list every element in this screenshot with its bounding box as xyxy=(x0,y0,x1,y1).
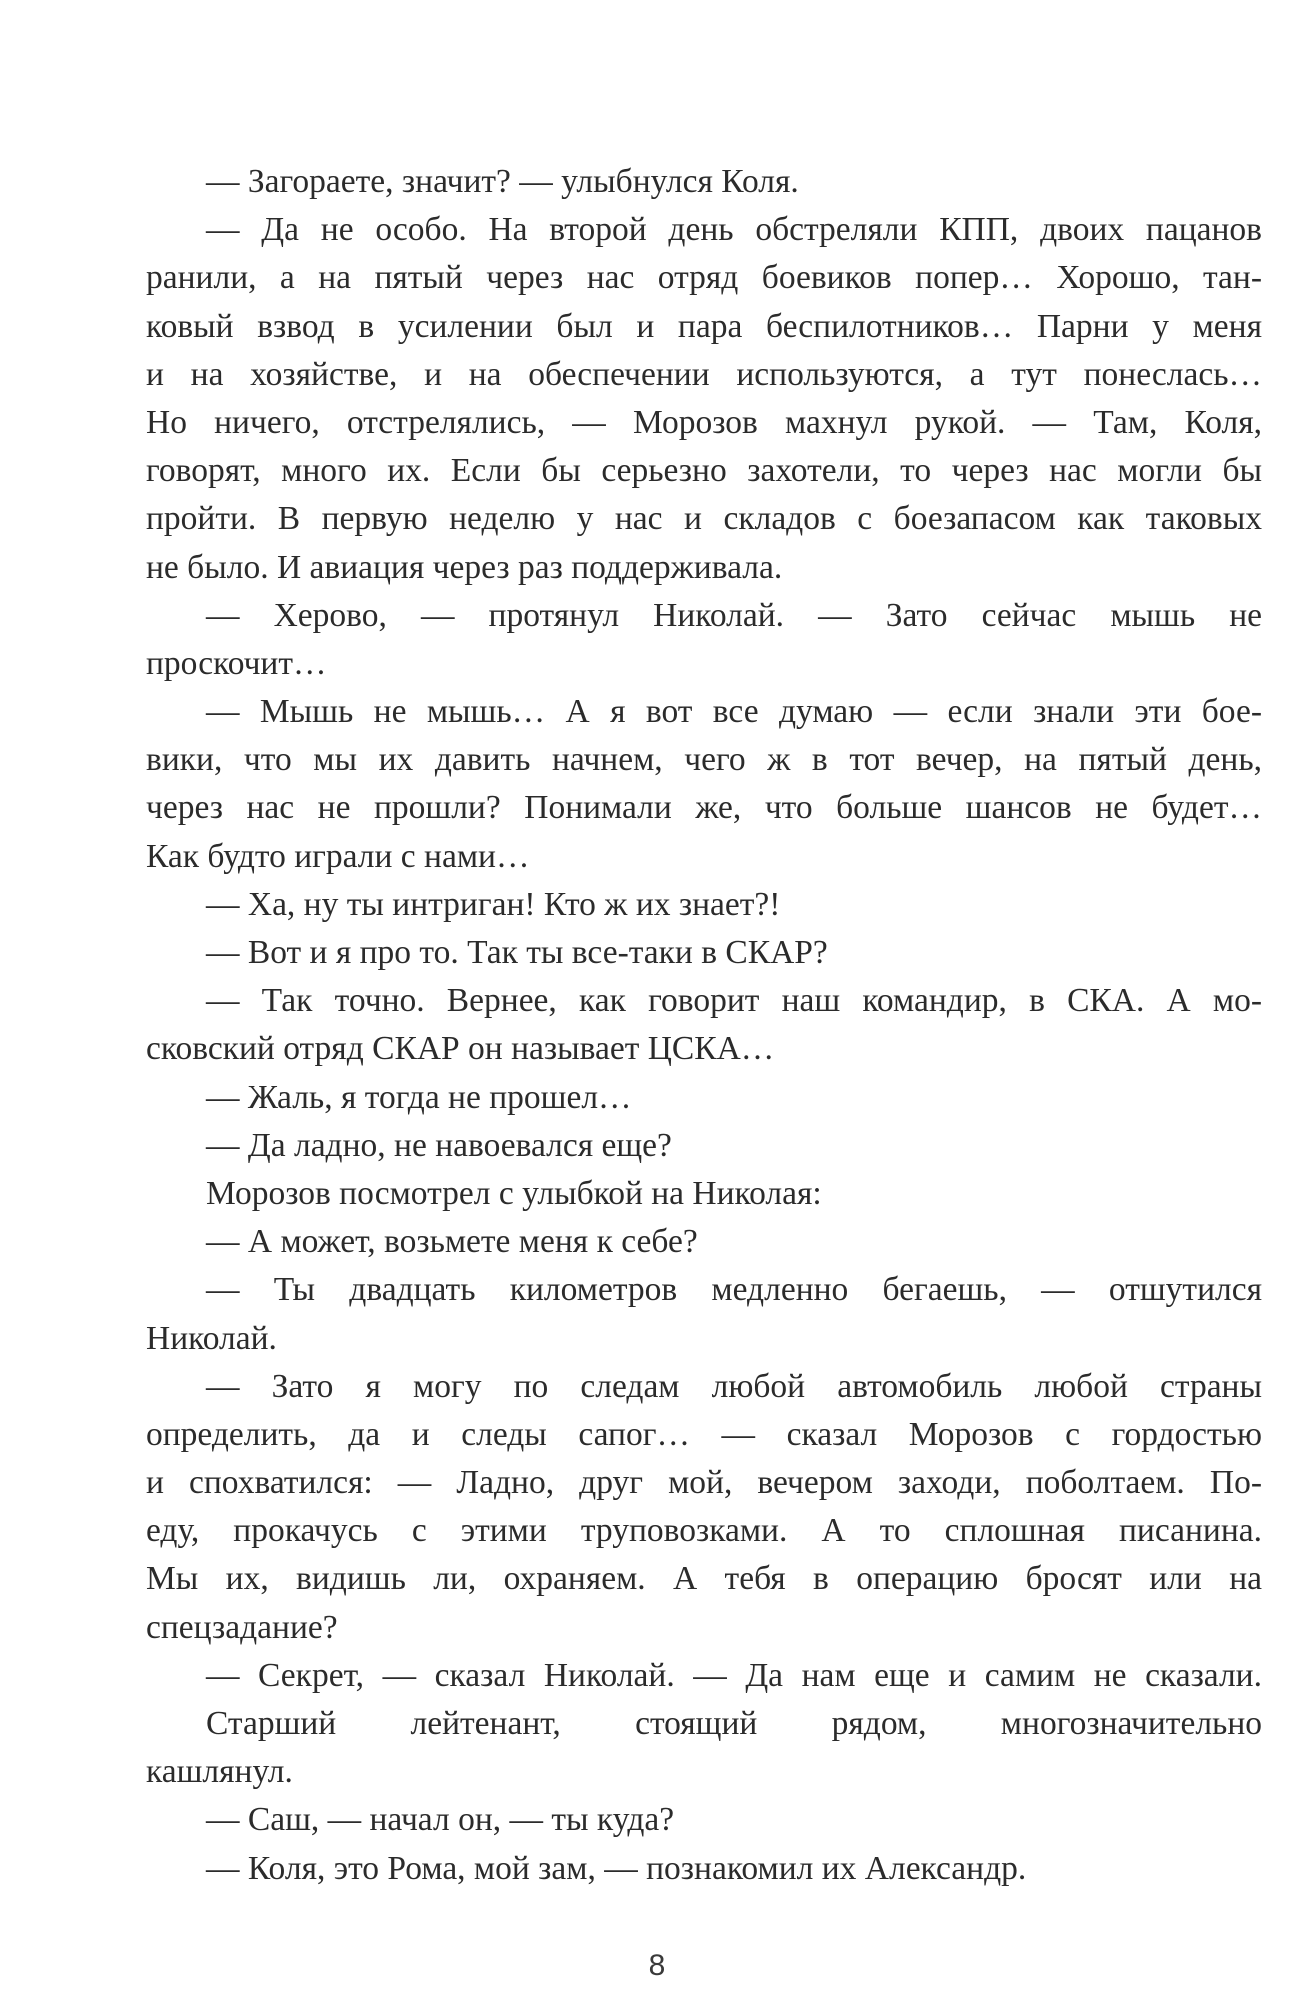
text-line: — Вот и я про то. Так ты все-таки в СКАР? xyxy=(206,934,828,971)
text-line: — Херово, — протянул Николай. — Зато сейчас мышь не xyxy=(206,596,1262,634)
text-line: кашлянул. xyxy=(146,1753,293,1791)
text-line: — Мышь не мышь… А я вот все думаю — если знали эти бое- xyxy=(206,693,1262,731)
text-line: — Жаль, я тогда не прошел… xyxy=(206,1078,632,1116)
text-line: через нас не прошли? Понимали же, что больше шансов не будет… xyxy=(146,789,1262,827)
text-line: пройти. В первую неделю у нас и складов с боезапасом как таковых xyxy=(146,500,1262,538)
text-line: проскочит… xyxy=(146,644,327,682)
text-line: Николай. xyxy=(146,1319,277,1357)
text-line: определить, да и следы сапог… — сказал Морозов с гордостью xyxy=(146,1415,1262,1453)
text-line: еду, прокачусь с этими труповозками. А то сплошная писанина. xyxy=(146,1512,1262,1550)
text-line: и на хозяйстве, и на обеспечении используются, а тут понеслась… xyxy=(146,355,1262,393)
text-line: — Да ладно, не навоевался еще? xyxy=(206,1126,672,1164)
text-line: — Саш, — начал он, — ты куда? xyxy=(206,1801,675,1839)
text-line: — Ты двадцать километров медленно бегаешь, — отшутился xyxy=(206,1271,1262,1309)
text-line: — А может, возьмете меня к себе? xyxy=(206,1223,698,1261)
text-line: ковый взвод в усилении был и пара беспилотников… Парни у меня xyxy=(146,307,1262,345)
body-text xyxy=(146,158,1262,1893)
text-line: ранили, а на пятый через нас отряд боевиков попер… Хорошо, тан- xyxy=(146,259,1262,297)
text-line: Мы их, видишь ли, охраняем. А тебя в операцию бросят или на xyxy=(146,1560,1262,1598)
text-line: сковский отряд СКАР он называет ЦСКА… xyxy=(146,1030,775,1068)
text-line: Морозов посмотрел с улыбкой на Николая: xyxy=(206,1174,822,1212)
text-line: — Секрет, — сказал Николай. — Да нам еще и самим не сказали. xyxy=(206,1656,1262,1694)
text-line: — Да не особо. На второй день обстреляли КПП, двоих пацанов xyxy=(206,211,1262,249)
text-line: говорят, много их. Если бы серьезно захотели, то через нас могли бы xyxy=(146,452,1262,490)
text-line: — Зато я могу по следам любой автомобиль любой страны xyxy=(206,1367,1262,1405)
text-line: не было. И авиация через раз поддерживала. xyxy=(146,548,783,586)
text-line: — Коля, это Рома, мой зам, — познакомил их Александр. xyxy=(206,1849,1027,1887)
text-line: Но ничего, отстрелялись, — Морозов махнул рукой. — Там, Коля, xyxy=(146,403,1262,441)
text-line: — Ха, ну ты интриган! Кто ж их знает?! xyxy=(206,885,781,923)
text-line: Старший лейтенант, стоящий рядом, многозначительно xyxy=(206,1705,1262,1742)
text-line: и спохватился: — Ладно, друг мой, вечером заходи, поболтаем. По- xyxy=(146,1464,1262,1502)
text-line: — Загораете, значит? — улыбнулся Коля. xyxy=(206,163,799,200)
text-line: вики, что мы их давить начнем, чего ж в тот вечер, на пятый день, xyxy=(146,741,1262,779)
page-number: 8 xyxy=(648,1949,666,1982)
text-line: Как будто играли с нами… xyxy=(146,837,530,875)
text-line: — Так точно. Вернее, как говорит наш командир, в СКА. А мо- xyxy=(206,982,1262,1020)
text-line: спецзадание? xyxy=(146,1608,338,1646)
